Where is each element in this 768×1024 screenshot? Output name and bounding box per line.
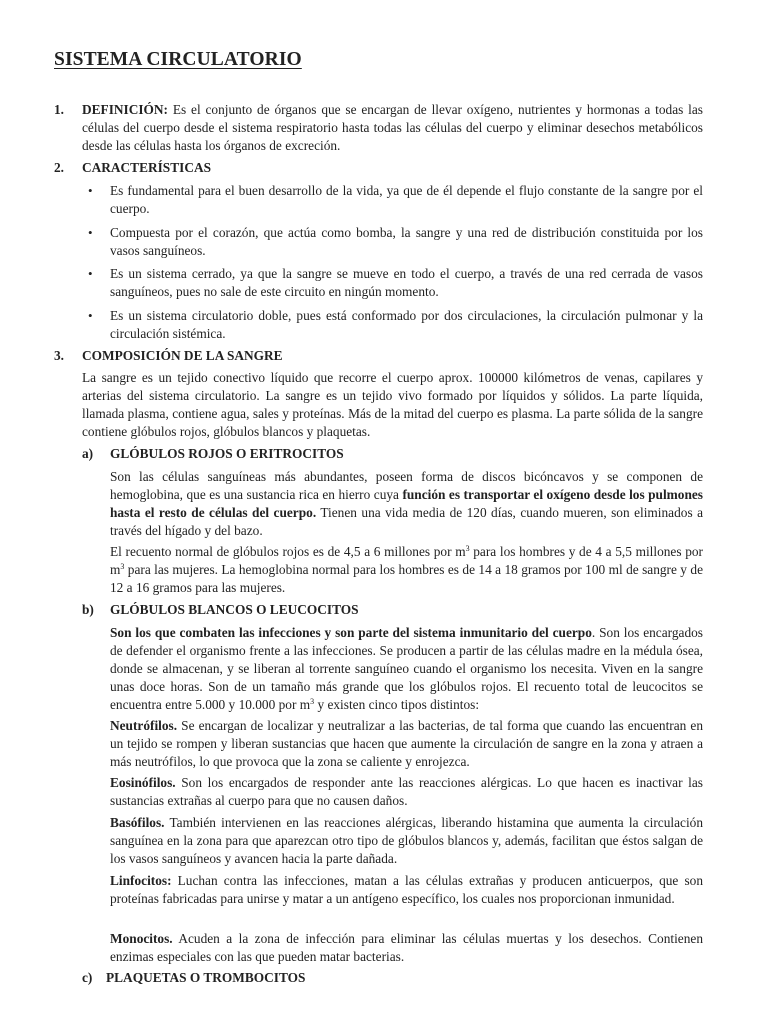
section-2-heading: CARACTERÍSTICAS (82, 160, 212, 175)
red-cells-count-text: El recuento normal de glóbulos rojos es de 4,5 a 6 millones por m (110, 544, 466, 559)
bullet-icon: • (88, 266, 93, 281)
red-cells-count-text: para los hombres y de 4 a 5,5 millones por m (110, 544, 703, 577)
characteristic-item: Es un sistema cerrado, ya que la sangre se mueve en todo el cuerpo, a través de una red cerrada de vasos sanguíneos, pues no sale de este circuito en ningún momento. (110, 266, 703, 299)
leukocyte-type-text: También intervienen en las reacciones alérgicas, liberando histamina que aumenta la circulación sanguínea en la zona para que aparezcan otro tipo de glóbulos blancos y, además, facilitan que éstos salgan de los vasos sanguíneos y avancen hacia la parte dañada. (110, 815, 703, 866)
section-1-number: 1. (54, 102, 65, 117)
section-2-number: 2. (54, 160, 65, 175)
subsection-b-title: GLÓBULOS BLANCOS O LEUCOCITOS (110, 602, 359, 617)
subsection-a-heading (82, 445, 344, 463)
bullet-icon: • (88, 225, 93, 240)
leukocyte-type (110, 814, 703, 868)
subsection-c-title: PLAQUETAS O TROMBOCITOS (106, 970, 306, 985)
characteristic-item: Es un sistema circulatorio doble, pues está conformado por dos circulaciones, la circulación pulmonar y la circulación sistémica. (110, 308, 703, 341)
section-3-heading: COMPOSICIÓN DE LA SANGRE (82, 348, 283, 363)
red-cells-count-paragraph (110, 543, 703, 597)
subsection-b-heading (82, 601, 359, 619)
subsection-a-letter: a) (82, 446, 94, 461)
subsection-b-letter: b) (82, 602, 94, 617)
white-cells-text: . Son los encargados de defender el organismo frente a las infecciones. Se producen a partir de las células madre en la médula ósea, donde se almacenan, y se liberan al torrente sanguíneo cuando el organismo los necesita. Viven en la sangre unas doce horas. Son de un tamaño más grande que los glóbulos rojos. El recuento total de leucocitos se encuentra entre 5.000 y 10.000 por m (110, 625, 703, 712)
section-1-heading: DEFINICIÓN: (82, 102, 168, 117)
page-title: SISTEMA CIRCULATORIO (54, 49, 302, 70)
leukocyte-type-name: Neutrófilos. (110, 718, 178, 733)
superscript: 3 (120, 562, 125, 571)
characteristic-item: Compuesta por el corazón, que actúa como bomba, la sangre y una red de distribución constituida por los vasos sanguíneos. (110, 225, 703, 258)
leukocyte-type-text: Se encargan de localizar y neutralizar a las bacterias, de tal forma que cuando las encuentran en un tejido se rompen y liberan sustancias que hacen que aumente la circulación de sangre en la zona y atraen a más neutrófilos, lo que provoca que la zona se caliente y enrojezca. (110, 718, 703, 769)
section-1-definition (82, 101, 703, 155)
white-cells-lead: Son los que combaten las infecciones y son parte del sistema inmunitario del cuerpo (110, 625, 592, 640)
section-3-number: 3. (54, 348, 65, 363)
white-cells-text-end: y existen cinco tipos distintos: (314, 697, 480, 712)
characteristic-item: Es fundamental para el buen desarrollo de la vida, ya que de él depende el flujo constante de la sangre por el cuerpo. (110, 183, 703, 216)
leukocyte-type-text: Acuden a la zona de infección para eliminar las células muertas y los desechos. Contienen enzimas especiales con las que pueden matar bacterias. (110, 931, 703, 964)
leukocyte-type-text: Son los encargados de responder ante las reacciones alérgicas. Lo que hacen es inactivar las sustancias extrañas al cuerpo para que no causen daños. (110, 775, 703, 808)
red-cells-text: Son las células sanguíneas más abundantes, poseen forma de discos bicóncavos y se componen de hemoglobina, que es una sustancia rica en hierro cuya (110, 469, 703, 502)
subsection-a-title: GLÓBULOS ROJOS O ERITROCITOS (110, 446, 344, 461)
white-cells-paragraph (110, 624, 703, 714)
red-cells-function: función es transportar el oxígeno desde los pulmones hasta el resto de células del cuerpo. (110, 487, 704, 520)
red-cells-paragraph (110, 468, 703, 540)
leukocyte-type (110, 774, 703, 810)
leukocyte-type-text: Luchan contra las infecciones, matan a las células extrañas y producen anticuerpos, que son proteínas fabricadas para unirse y matar a un antígeno específico, los cuales nos proporcionan inmunidad. (110, 873, 703, 906)
leukocyte-type-name: Monocitos. (110, 931, 173, 946)
bullet-icon: • (88, 308, 93, 323)
section-1-text: Es el conjunto de órganos que se encargan de llevar oxígeno, nutrientes y hormonas a todas las células del cuerpo desde el sistema respiratorio hasta todas las células del cuerpo y eliminar desechos metabólicos desde las células hasta los órganos de excreción. (82, 102, 703, 153)
subsection-c-heading (82, 969, 305, 987)
leukocyte-type-name: Basófilos. (110, 815, 165, 830)
leukocyte-type (110, 872, 703, 908)
section-3-intro: La sangre es un tejido conectivo líquido que recorre el cuerpo aprox. 100000 kilómetros de venas, capilares y arterias del sistema circulatorio. La sangre es un tejido vivo formado por líquidos y sólidos. La parte líquida, llamada plasma, contiene agua, sales y proteínas. Más de la mitad del cuerpo es plasma. La parte sólida de la sangre contiene glóbulos rojos, glóbulos blancos y plaquetas. (82, 370, 703, 439)
red-cells-count-text: para las mujeres. La hemoglobina normal para los hombres es de 14 a 18 gramos por 100 ml de sangre y de 12 a 16 gramos para las mujeres. (110, 562, 703, 595)
leukocyte-type-name: Eosinófilos. (110, 775, 176, 790)
subsection-c-letter: c) (82, 970, 93, 985)
superscript: 3 (310, 697, 315, 706)
leukocyte-type (110, 930, 703, 966)
bullet-icon: • (88, 183, 93, 198)
superscript: 3 (465, 544, 470, 553)
leukocyte-type (110, 717, 703, 771)
leukocyte-type-name: Linfocitos: (110, 873, 172, 888)
red-cells-text-end: Tienen una vida media de 120 días, cuando mueren, son eliminados a través del hígado y del bazo. (110, 505, 703, 538)
